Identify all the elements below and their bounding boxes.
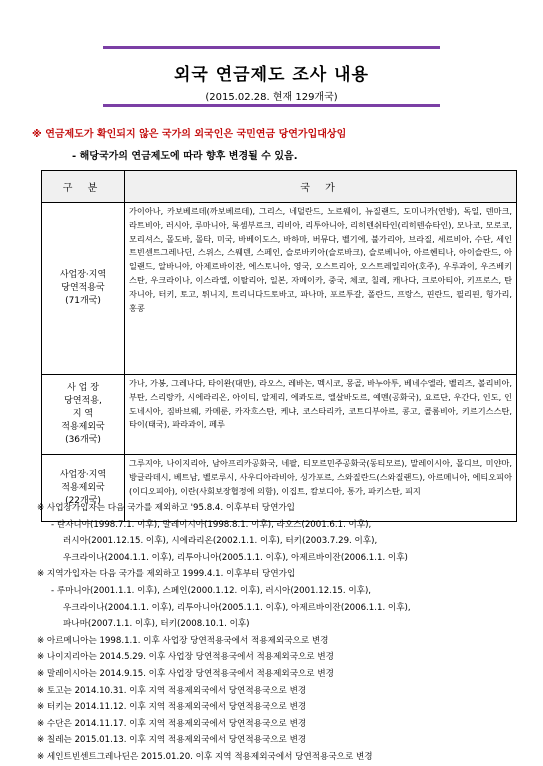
notice-subtext: - 해당국가의 연금제도에 따라 향후 변경될 수 있음. xyxy=(72,151,298,162)
note-line: ※ 말레이시아는 2014.9.15. 이후 사업장 당연적용국에서 적용제외국으로 변경 xyxy=(37,668,334,679)
notice-text: ※ 연금제도가 확인되지 않은 국가의 외국인은 국민연금 당연가입대상임 xyxy=(32,129,347,140)
note-line: ※ 칠레는 2015.01.13. 이후 지역 적용제외국에서 당연적용국으로 변경 xyxy=(37,735,307,746)
country-table xyxy=(41,170,517,522)
note-line: 우크라이나(2004.1.1. 이후), 리투아니아(2005.1.1. 이후), 아제르바이잔(2006.1.1. 이후), xyxy=(63,602,411,613)
note-line: 파나마(2007.1.1. 이후), 터키(2008.10.1. 이후) xyxy=(63,619,250,630)
title-bottom-rule xyxy=(103,104,440,107)
note-line: ※ 수단은 2014.11.17. 이후 지역 적용제외국에서 당연적용국으로 변경 xyxy=(37,718,307,729)
note-line: - 탄자니아(1998.7.1. 이후), 말레이시아(1998.8.1. 이후), 라오스(2001.6.1. 이후), xyxy=(51,519,372,530)
row-category: 사 업 장 당연적용, 지 역 적용제외국 (36개국) xyxy=(42,375,125,455)
document-subtitle: (2015.02.28. 현재 129개국) xyxy=(205,92,338,103)
header-category: 구 분 xyxy=(42,171,125,203)
note-line: - 루마니아(2001.1.1. 이후), 스페인(2000.1.12. 이후), 러시아(2001.12.15. 이후), xyxy=(51,585,372,596)
note-line: ※ 사업장가입자는 다음 국가를 제외하고 '95.8.4. 이후부터 당연가입 xyxy=(37,503,295,513)
note-line: 우크라이나(2004.1.1. 이후), 리투아니아(2005.1.1. 이후), 아제르바이잔(2006.1.1. 이후) xyxy=(63,552,408,563)
notes-list xyxy=(37,500,527,766)
note-line: ※ 아르메니아는 1998.1.1. 이후 사업장 당연적용국에서 적용제외국으로 변경 xyxy=(37,635,329,646)
row-countries: 그루지야, 나이지리아, 남아프리카공화국, 네팔, 티모르민주공화국(동티모르), 말레이시아, 몰디브, 미얀마, 방글라데시, 베트남, 벨로루시, 사우디아라비아, 싱가포르, 스와질란드(스와질랜드), 아르메니아, 에티오피아(이디오피아), 이란(사회보장협정에 의함), 이집트, 캄보디아, 통가, 파키스탄, 피지 xyxy=(125,455,517,522)
table-row xyxy=(42,203,517,375)
row-category: 사업장·지역 적용제외국 (22개국) xyxy=(42,455,125,522)
note-line: ※ 나이지리아는 2014.5.29. 이후 사업장 당연적용국에서 적용제외국으로 변경 xyxy=(37,652,334,663)
note-line: ※ 터키는 2014.11.12. 이후 지역 적용제외국에서 당연적용국으로 변경 xyxy=(37,702,307,713)
header-country: 국 가 xyxy=(125,171,517,203)
note-line: 러시아(2001.12.15. 이후), 시에라리온(2002.1.1. 이후), 터키(2003.7.29. 이후), xyxy=(63,536,378,547)
note-line: ※ 토고는 2014.10.31. 이후 지역 적용제외국에서 당연적용국으로 변경 xyxy=(37,685,307,696)
row-category: 사업장·지역 당연적용국 (71개국) xyxy=(42,203,125,375)
note-line: ※ 지역가입자는 다음 국가를 제외하고 1999.4.1. 이후부터 당연가입 xyxy=(37,569,296,580)
note-line: ※ 세인트빈센트그레나딘은 2015.01.20. 이후 지역 적용제외국에서 당연적용국으로 변경 xyxy=(37,751,373,762)
table-row xyxy=(42,375,517,455)
row-countries: 가나, 가봉, 그레나다, 타이완(대만), 라오스, 레바논, 멕시코, 몽골, 바누아투, 베네수엘라, 벨리즈, 볼리비아, 부탄, 스리랑카, 시에라리온, 아이티, 알제리, 에콰도르, 엘살바도르, 예멘(공화국), 요르단, 우간다, 인도, 인도네시아, 짐바브웨, 카메룬, 카자흐스탄, 케냐, 코스타리카, 코트디부아르, 콩고, 콜롬비아, 키르기스스탄, 타이(태국), 파라과이, 페루 xyxy=(125,375,517,455)
title-top-rule xyxy=(103,46,440,49)
table-header-row xyxy=(42,171,517,203)
document-title: 외국 연금제도 조사 내용 xyxy=(174,65,369,85)
row-countries: 가이아나, 카보베르데(까보베르데), 그리스, 네덜란드, 노르웨이, 뉴질랜드, 도미니카(연방), 독일, 덴마크, 라트비아, 러시아, 루마니아, 룩셈부르크, 리비아, 리투아니아, 리히텐쉬타인(리히텐슈타인), 모나코, 모로코, 모리셔스, 몰도바, 몰타, 미국, 바베이도스, 바하마, 버뮤다, 벨기에, 불가리아, 브라질, 세르비아, 수단, 세인트빈센트그레나딘, 스위스, 스웨덴, 스페인, 슬로바키아(슬로바크), 슬로베니아, 아르헨티나, 아이슬란드, 아일랜드, 알바니아, 아제르바이잔, 에스토니아, 영국, 오스트리아, 오스트레일리아(호주), 우루과이, 우즈베키스탄, 우크라이나, 이스라엘, 이탈리아, 일본, 자메이카, 중국, 체코, 칠레, 캐나다, 크로아티아, 키프로스, 탄자니아, 터키, 토고, 튀니지, 트리니다드토바고, 파나마, 포르투갈, 폴란드, 프랑스, 핀란드, 필리핀, 헝가리, 홍콩 xyxy=(125,203,517,375)
